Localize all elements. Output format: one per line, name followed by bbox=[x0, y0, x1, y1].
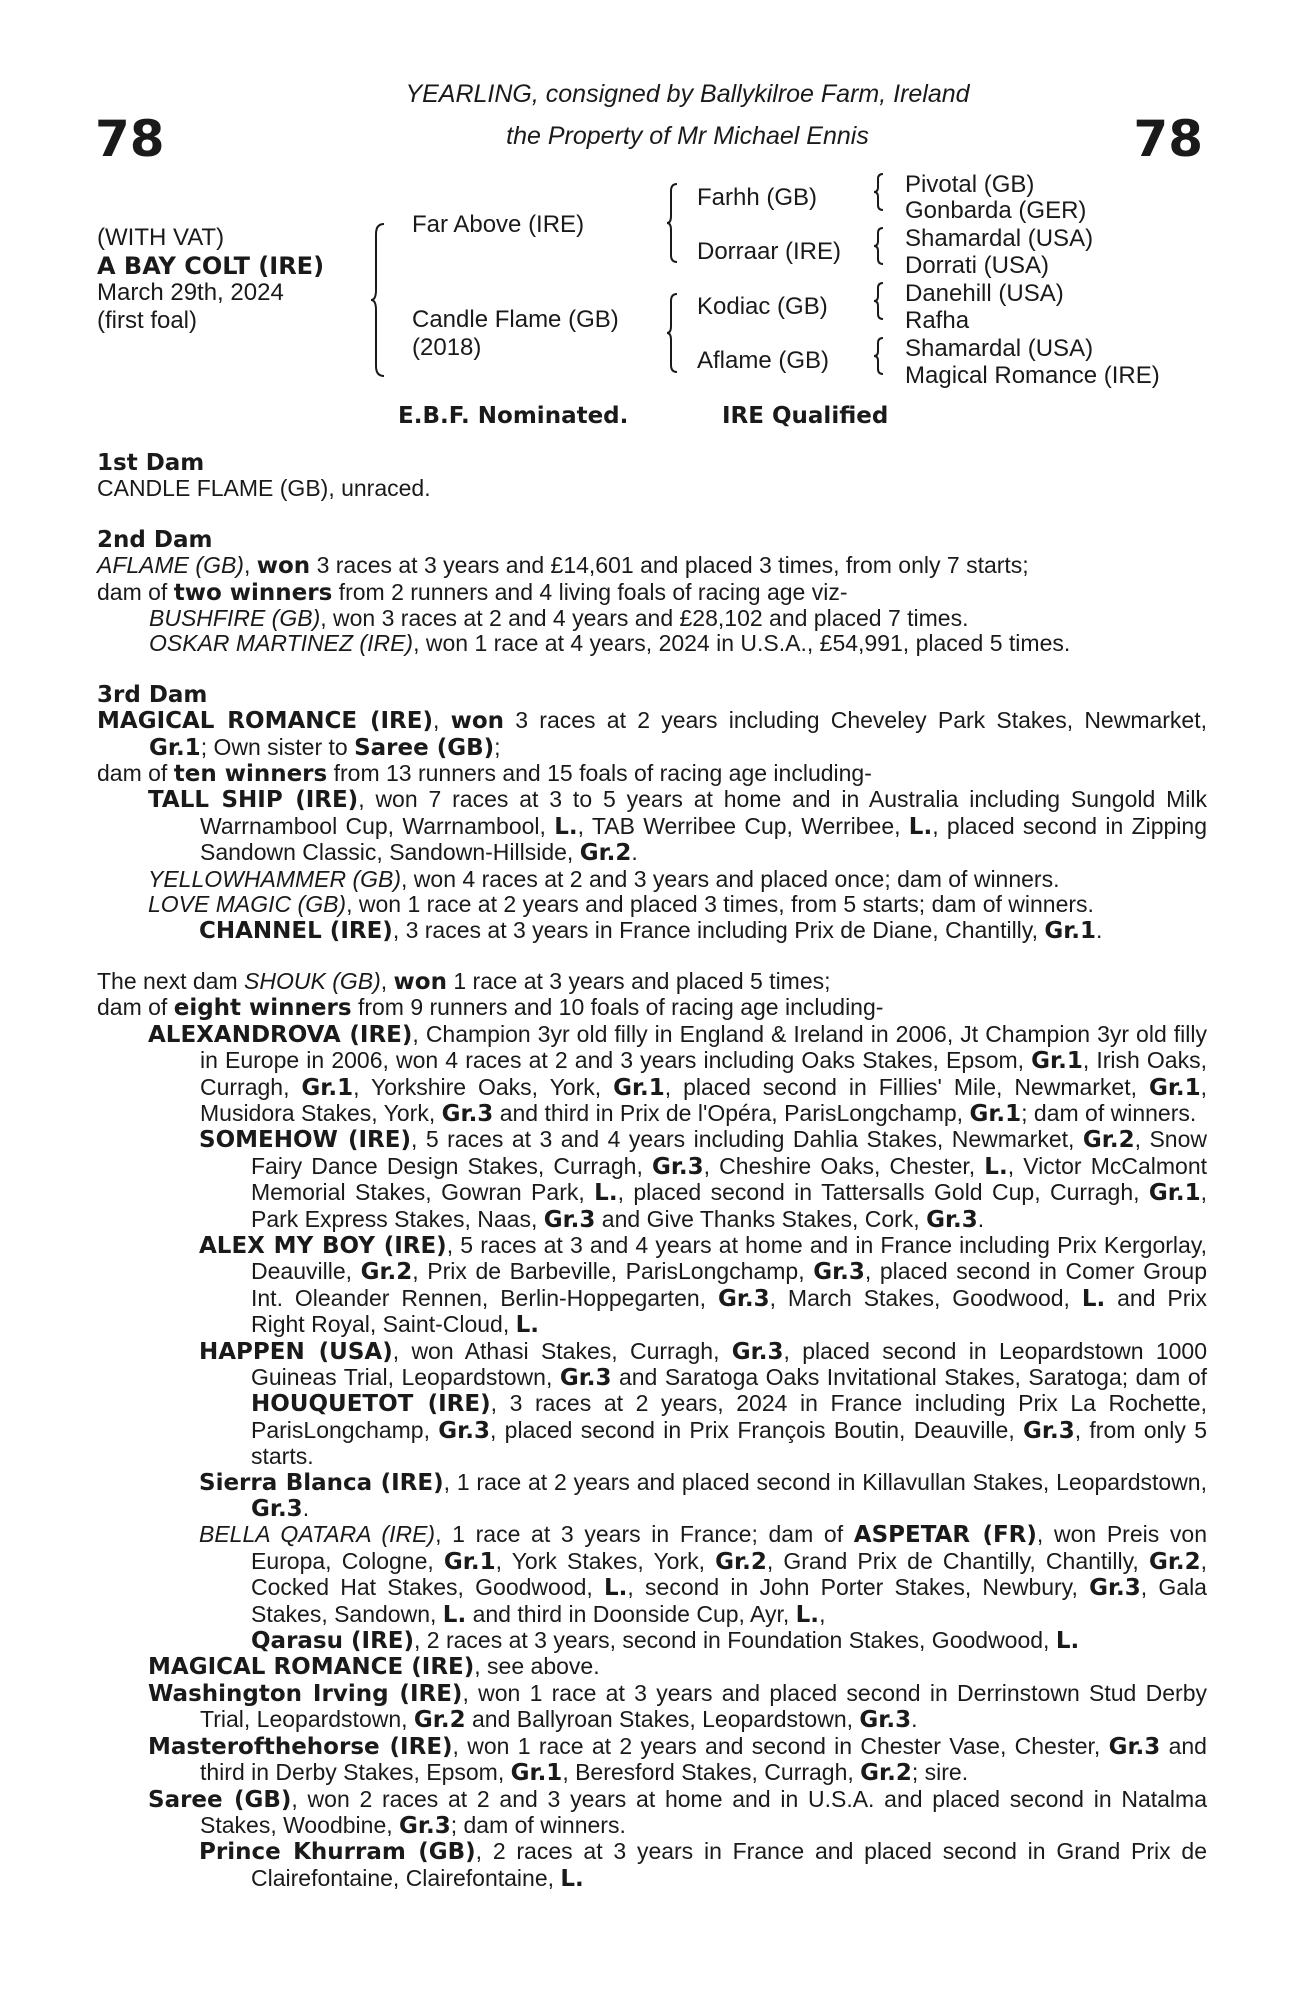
produce-saree: Saree (GB), won 2 races at 2 and 3 years at home and in U.S.A. and placed second in Natalma Stakes, Woodbine, Gr.3; dam of winners. bbox=[148, 1785, 1207, 1839]
property-line: the Property of Mr Michael Ennis bbox=[506, 122, 869, 150]
produce-yellowhammer: YELLOWHAMMER (GB), won 4 races at 2 and 3 years and placed once; dam of winners. bbox=[148, 865, 1060, 892]
produce-sierra-blanca: Sierra Blanca (IRE), 1 race at 2 years and placed second in Killavullan Stakes, Leopardstown, Gr.3. bbox=[199, 1468, 1207, 1523]
first-dam-heading: 1st Dam bbox=[97, 450, 205, 476]
ebf-note: E.B.F. Nominated. bbox=[398, 403, 629, 429]
lot-number-left: 78 bbox=[95, 110, 165, 168]
pedigree-g2: Gonbarda (GER) bbox=[905, 197, 1087, 224]
pedigree-dam-year: (2018) bbox=[412, 334, 482, 361]
produce-magical-romance: MAGICAL ROMANCE (IRE), see above. bbox=[148, 1653, 600, 1681]
pedigree-bracket-g3 bbox=[873, 281, 887, 321]
produce-oskar-martinez: OSKAR MARTINEZ (IRE), won 1 race at 4 years, 2024 in U.S.A., £54,991, placed 5 times. bbox=[149, 630, 1071, 657]
produce-somehow: SOMEHOW (IRE), 5 races at 3 and 4 years including Dahlia Stakes, Newmarket, Gr.2, Snow Fairy Dance Design Stakes, Curragh, Gr.3, Cheshire Oaks, Chester, L., Victor McCalmont Memorial Stakes, Gowran Park, L., placed second in Tattersalls Gold Cup, Curragh, Gr.1, Park Express Stakes, Naas, Gr.3 and Give Thanks Stakes, Cork, Gr.3. bbox=[199, 1126, 1208, 1233]
catalogue-body bbox=[97, 450, 1207, 1892]
second-dam-line2: dam of two winners from 2 runners and 4 living foals of racing age viz- bbox=[97, 578, 848, 606]
pedigree-g3: Shamardal (USA) bbox=[905, 225, 1094, 252]
pedigree-bracket-g1 bbox=[873, 172, 887, 212]
third-dam-heading: 3rd Dam bbox=[97, 681, 208, 708]
pedigree-bracket-dam bbox=[666, 292, 682, 374]
pedigree-dam: Candle Flame (GB) bbox=[412, 306, 619, 333]
second-dam-line1: AFLAME (GB), won 3 races at 3 years and £14,601 and placed 3 times, from only 7 starts; bbox=[97, 552, 1029, 580]
produce-masterofthehorse: Masterofthehorse (IRE), won 1 race at 2 years and second in Chester Vase, Chester, Gr.3 and third in Derby Stakes, Epsom, Gr.1, Beresford Stakes, Curragh, Gr.2; sire. bbox=[148, 1732, 1207, 1787]
produce-alex-my-boy: ALEX MY BOY (IRE), 5 races at 3 and 4 years at home and in France including Prix Kergorlay, Deauville, Gr.2, Prix de Barbeville, ParisLongchamp, Gr.3, placed second in Comer Group Int. Oleander Rennen, Berlin-Hoppegarten, Gr.3, March Stakes, Goodwood, L. and Prix Right Royal, Saint-Cloud, L. bbox=[199, 1231, 1207, 1339]
next-dam-line1: The next dam SHOUK (GB), won 1 race at 3 years and placed 5 times; bbox=[97, 967, 831, 995]
pedigree-bracket-main bbox=[370, 222, 390, 378]
pedigree-sire-dam: Dorraar (IRE) bbox=[697, 238, 842, 265]
pedigree-g7: Shamardal (USA) bbox=[905, 335, 1094, 362]
third-dam-line2: dam of ten winners from 13 runners and 15 foals of racing age including- bbox=[97, 760, 872, 788]
lot-number-right: 78 bbox=[1133, 110, 1203, 168]
produce-happen: HAPPEN (USA), won Athasi Stakes, Curragh, Gr.3, placed second in Leopardstown 1000 Guineas Trial, Leopardstown, Gr.3 and Saratoga Oaks Invitational Stakes, Saratoga; dam of HOUQUETOT (IRE), 3 races at 2 years, 2024 in France including Prix La Rochette, ParisLongchamp, Gr.3, placed second in Prix François Boutin, Deauville, Gr.3, from only 5 starts. bbox=[199, 1337, 1207, 1470]
produce-washington-irving: Washington Irving (IRE), won 1 race at 3 years and placed second in Derrinstown Stud Derby Trial, Leopardstown, Gr.2 and Ballyroan Stakes, Leopardstown, Gr.3. bbox=[148, 1679, 1207, 1734]
second-dam-heading: 2nd Dam bbox=[97, 526, 213, 553]
produce-qarasu: Qarasu (IRE), 2 races at 3 years, second in Foundation Stakes, Goodwood, L. bbox=[251, 1627, 1080, 1655]
first-dam-text: CANDLE FLAME (GB), unraced. bbox=[97, 475, 431, 502]
pedigree-sire-sire: Farhh (GB) bbox=[697, 184, 818, 211]
pedigree-g8: Magical Romance (IRE) bbox=[905, 362, 1160, 389]
ire-note: IRE Qualified bbox=[722, 403, 889, 429]
pedigree-g6: Rafha bbox=[905, 307, 970, 334]
produce-alexandrova: ALEXANDROVA (IRE), Champion 3yr old filly in England & Ireland in 2006, Jt Champion 3yr old filly in Europe in 2006, won 4 races at 2 and 3 years including Oaks Stakes, Epsom, Gr.1, Irish Oaks, Curragh, Gr.1, Yorkshire Oaks, York, Gr.1, placed second in Fillies' Mile, Newmarket, Gr.1, Musidora Stakes, York, Gr.3 and third in Prix de l'Opéra, ParisLongchamp, Gr.1; dam of winners. bbox=[148, 1020, 1208, 1127]
pedigree-sire: Far Above (IRE) bbox=[412, 211, 585, 238]
produce-bella-qatara: BELLA QATARA (IRE), 1 race at 3 years in France; dam of ASPETAR (FR), won Preis von Europa, Cologne, Gr.1, York Stakes, York, Gr.2, Grand Prix de Chantilly, Chantilly, Gr.2, Cocked Hat Stakes, Goodwood, L., second in John Porter Stakes, Newbury, Gr.3, Gala Stakes, Sandown, L. and third in Doonside Cup, Ayr, L., bbox=[199, 1521, 1208, 1628]
next-dam-line2: dam of eight winners from 9 runners and 10 foals of racing age including- bbox=[97, 994, 884, 1022]
subject-note: (first foal) bbox=[97, 307, 198, 334]
produce-channel: CHANNEL (IRE), 3 races at 3 years in France including Prix de Diane, Chantilly, Gr.1. bbox=[199, 916, 1103, 944]
pedigree-bracket-sire bbox=[666, 182, 682, 264]
subject-name: A BAY COLT (IRE) bbox=[97, 252, 325, 280]
pedigree-bracket-g4 bbox=[873, 336, 887, 376]
consignor-line: YEARLING, consigned by Ballykilroe Farm, Ireland bbox=[405, 80, 970, 108]
pedigree-g5: Danehill (USA) bbox=[905, 280, 1064, 307]
subject-dob: March 29th, 2024 bbox=[97, 279, 284, 306]
produce-tall-ship: TALL SHIP (IRE), won 7 races at 3 to 5 years at home and in Australia including Sungold Milk Warrnambool Cup, Warrnambool, L., TAB Werribee Cup, Werribee, L., placed second in Zipping Sandown Classic, Sandown-Hillside, Gr.2. bbox=[148, 786, 1208, 867]
pedigree-dam-sire: Kodiac (GB) bbox=[697, 293, 828, 320]
pedigree-g1: Pivotal (GB) bbox=[905, 171, 1035, 198]
vat-note: (WITH VAT) bbox=[97, 224, 225, 251]
produce-love-magic: LOVE MAGIC (GB), won 1 race at 2 years and placed 3 times, from 5 starts; dam of winners. bbox=[148, 891, 1094, 918]
pedigree-bracket-g2 bbox=[873, 226, 887, 266]
third-dam-line1: MAGICAL ROMANCE (IRE), won 3 races at 2 years including Cheveley Park Stakes, Newmarket, Gr.1; Own sister to Saree (GB); bbox=[97, 707, 1208, 761]
produce-prince-khurram: Prince Khurram (GB), 2 races at 3 years in France and placed second in Grand Prix de Clairefontaine, Clairefontaine, L. bbox=[199, 1838, 1207, 1892]
pedigree-dam-dam: Aflame (GB) bbox=[697, 347, 830, 374]
produce-bushfire: BUSHFIRE (GB), won 3 races at 2 and 4 years and £28,102 and placed 7 times. bbox=[149, 605, 969, 632]
pedigree-g4: Dorrati (USA) bbox=[905, 252, 1050, 279]
